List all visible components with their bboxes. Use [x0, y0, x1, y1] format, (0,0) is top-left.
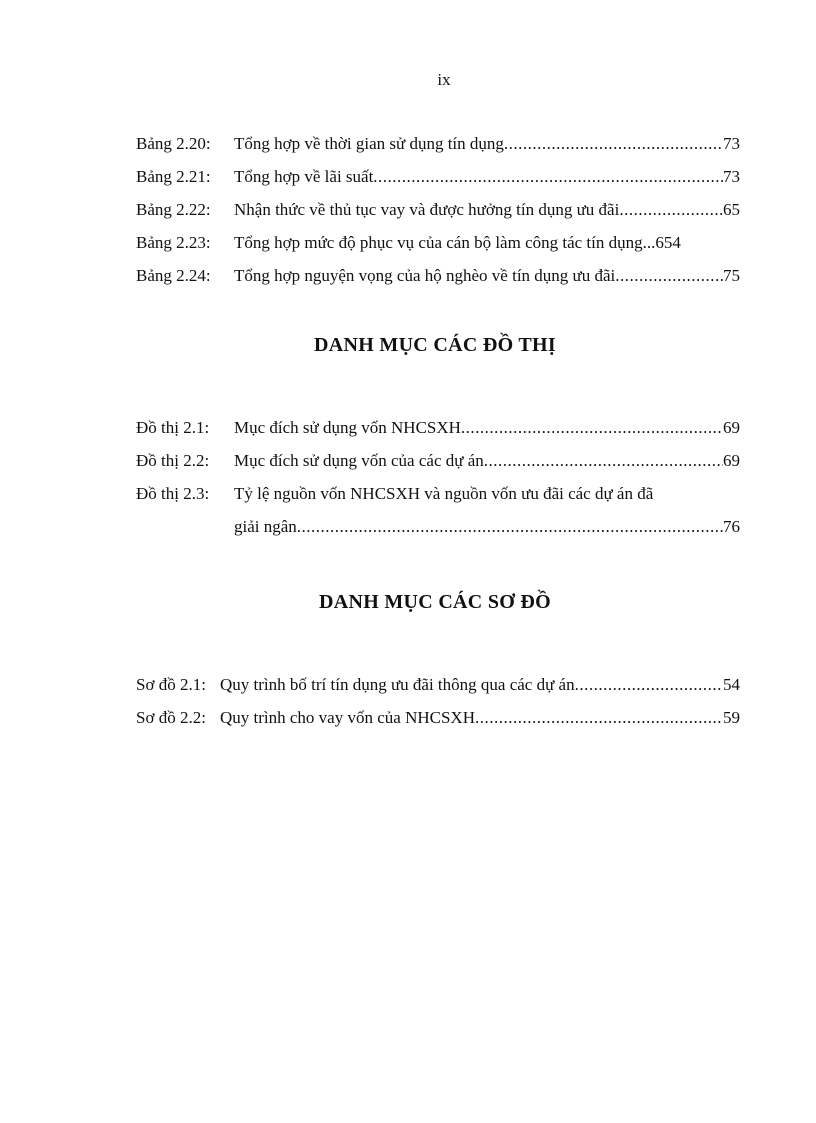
entry-label: Bảng 2.20: [136, 134, 211, 153]
entry-page: 73 [723, 167, 740, 186]
list-item-continuation [136, 510, 740, 543]
entry-title: Quy trình bố trí tín dụng ưu đãi thông qua các dự án [220, 675, 575, 694]
list-item [136, 193, 740, 226]
dot-leader [484, 444, 723, 477]
entry-label: Đồ thị 2.1: [136, 418, 210, 437]
entry-title: Mục đích sử dụng vốn NHCSXH [234, 418, 461, 437]
diagram-list [136, 668, 740, 734]
entry-title: Tổng hợp về thời gian sử dụng tín dụng [234, 134, 504, 153]
dot-leader [504, 127, 723, 160]
list-item [136, 668, 740, 701]
entry-page: 73 [723, 134, 740, 153]
table-list [136, 127, 740, 292]
list-item [136, 477, 740, 510]
entry-page: 65 [723, 200, 740, 219]
entry-title: Mục đích sử dụng vốn của các dự án [234, 451, 484, 470]
entry-label: Bảng 2.22: [136, 200, 211, 219]
entry-label: Sơ đồ 2.2: [136, 708, 206, 727]
entry-title: Tỷ lệ nguồn vốn NHCSXH và nguồn vốn ưu đãi các dự án đã [234, 484, 654, 503]
entry-label: Bảng 2.24: [136, 266, 211, 285]
entry-label: Đồ thị 2.3: [136, 484, 210, 503]
dot-leader [575, 668, 723, 701]
entry-page: 69 [723, 418, 740, 437]
list-item [136, 226, 740, 259]
list-item [136, 444, 740, 477]
list-item [136, 160, 740, 193]
list-item [136, 127, 740, 160]
entry-page: 75 [723, 266, 740, 285]
entry-title: Tổng hợp mức độ phục vụ của cán bộ làm công tác tín dụng...654 [234, 233, 681, 252]
entry-label: Đồ thị 2.2: [136, 451, 210, 470]
dot-leader [475, 701, 723, 734]
entry-page: 59 [723, 708, 740, 727]
entry-title: Quy trình cho vay vốn của NHCSXH [220, 708, 475, 727]
entry-title: Tổng hợp nguyện vọng của hộ nghèo về tín dụng ưu đãi [234, 266, 616, 285]
entry-label: Sơ đồ 2.1: [136, 675, 206, 694]
entry-title-continuation: giải ngân [234, 517, 297, 536]
page-number: ix [437, 70, 451, 89]
diagrams-heading: DANH MỤC CÁC SƠ ĐỒ [318, 591, 552, 613]
entry-title: Nhận thức về thủ tục vay và được hưởng tín dụng ưu đãi [234, 200, 620, 219]
list-item [136, 259, 740, 292]
dot-leader [373, 160, 723, 193]
list-item [136, 411, 740, 444]
dot-leader [297, 510, 723, 543]
graph-list [136, 411, 740, 543]
entry-label: Bảng 2.23: [136, 233, 211, 252]
entry-title: Tổng hợp về lãi suất [234, 167, 374, 186]
entry-page: 69 [723, 451, 740, 470]
dot-leader [461, 411, 723, 444]
dot-leader [615, 259, 723, 292]
entry-page: 76 [723, 517, 740, 536]
list-item [136, 701, 740, 734]
entry-label: Bảng 2.21: [136, 167, 211, 186]
entry-page: 54 [723, 675, 740, 694]
dot-leader [619, 193, 723, 226]
graphs-heading: DANH MỤC CÁC ĐỒ THỊ [314, 334, 556, 356]
